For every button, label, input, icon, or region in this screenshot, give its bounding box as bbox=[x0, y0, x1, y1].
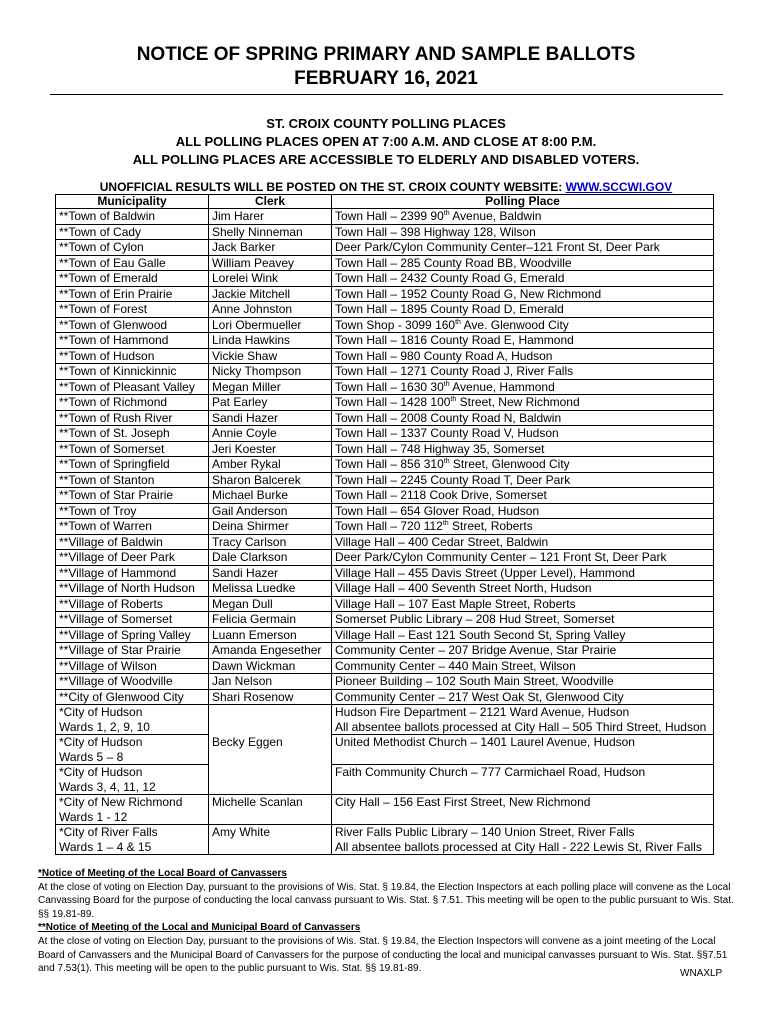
municipality-cell: *City of New Richmond bbox=[56, 795, 209, 810]
polling-hours: ALL POLLING PLACES OPEN AT 7:00 A.M. AND CLOSE AT 8:00 P.M. bbox=[175, 134, 597, 149]
municipality-cell: **Village of Star Prairie bbox=[56, 643, 209, 659]
polling-place-text: Town Hall – 1952 County Road G, New Richmond bbox=[335, 286, 602, 301]
clerk-cell bbox=[209, 780, 332, 795]
municipality-cell: **Town of Emerald bbox=[56, 271, 209, 287]
table-row bbox=[56, 705, 714, 720]
table-row bbox=[56, 426, 714, 442]
municipality-cell: **Town of Warren bbox=[56, 519, 209, 535]
polling-place-cell bbox=[332, 348, 714, 364]
accessibility-statement: ALL POLLING PLACES ARE ACCESSIBLE TO ELDERLY AND DISABLED VOTERS. bbox=[132, 152, 640, 167]
municipality-cell: **Town of Stanton bbox=[56, 472, 209, 488]
table-row bbox=[56, 534, 714, 550]
ordinal-suffix: th bbox=[443, 380, 450, 388]
polling-place-text: Deer Park/Cylon Community Center – 121 Front St, Deer Park bbox=[335, 550, 667, 564]
polling-place-cell: All absentee ballots processed at City Hall - 222 Lewis St, River Falls bbox=[332, 840, 714, 855]
table-row bbox=[56, 364, 714, 380]
clerk-cell: Linda Hawkins bbox=[209, 333, 332, 349]
polling-place-cell bbox=[332, 488, 714, 504]
clerk-cell: Jack Barker bbox=[209, 240, 332, 256]
polling-place-text: Somerset Public Library – 208 Hud Street, Somerset bbox=[335, 612, 615, 626]
municipality-cell: *City of Hudson bbox=[56, 705, 209, 720]
polling-place-text: Town Hall – 2118 Cook Drive, Somerset bbox=[335, 488, 547, 502]
municipality-cell: Wards 1 - 12 bbox=[56, 810, 209, 825]
clerk-cell: Anne Johnston bbox=[209, 302, 332, 318]
clerk-cell: Lorelei Wink bbox=[209, 271, 332, 287]
polling-place-text: Town Hall – 980 County Road A, Hudson bbox=[335, 348, 553, 363]
clerk-cell: Megan Dull bbox=[209, 596, 332, 612]
title-divider bbox=[50, 94, 723, 95]
polling-place-text-rest: Street, New Richmond bbox=[456, 395, 580, 409]
municipality-cell: *City of Hudson bbox=[56, 765, 209, 780]
table-row bbox=[56, 689, 714, 705]
municipality-header: Municipality bbox=[56, 195, 209, 209]
ordinal-suffix: th bbox=[442, 520, 449, 527]
clerk-cell: Becky Eggen bbox=[209, 735, 332, 750]
polling-place-text: Town Hall – 1271 County Road J, River Falls bbox=[335, 364, 574, 378]
clerk-header: Clerk bbox=[209, 195, 332, 209]
polling-place-text-rest: Ave. Glenwood City bbox=[460, 317, 569, 332]
clerk-cell: Jeri Koester bbox=[209, 441, 332, 457]
table-row bbox=[56, 410, 714, 426]
municipality-cell: **Village of Roberts bbox=[56, 596, 209, 612]
table-row bbox=[56, 565, 714, 581]
municipality-cell: Wards 1 – 4 & 15 bbox=[56, 840, 209, 855]
table-row bbox=[56, 658, 714, 674]
publication-code: WNAXLP bbox=[680, 968, 723, 979]
table-row bbox=[56, 379, 714, 395]
polling-place-text-rest: Avenue, Baldwin bbox=[449, 209, 542, 223]
municipality-cell: *City of River Falls bbox=[56, 825, 209, 840]
table-row bbox=[56, 441, 714, 457]
municipality-cell: **Town of Star Prairie bbox=[56, 488, 209, 504]
clerk-cell bbox=[209, 720, 332, 735]
table-row bbox=[56, 286, 714, 302]
clerk-cell bbox=[209, 840, 332, 855]
polling-place-cell bbox=[332, 550, 714, 566]
polling-place-cell bbox=[332, 240, 714, 256]
clerk-cell: Tracy Carlson bbox=[209, 534, 332, 550]
table-row bbox=[56, 674, 714, 690]
clerk-cell: Sharon Balcerek bbox=[209, 472, 332, 488]
polling-place-cell bbox=[332, 534, 714, 550]
polling-place-text-rest: Avenue, Hammond bbox=[449, 379, 555, 394]
municipality-cell: **Town of Richmond bbox=[56, 395, 209, 411]
county-website-link[interactable]: WWW.SCCWI.GOV bbox=[565, 180, 673, 194]
table-row bbox=[56, 765, 714, 780]
clerk-cell: Dale Clarkson bbox=[209, 550, 332, 566]
ordinal-suffix: th bbox=[443, 458, 450, 465]
polling-place-cell bbox=[332, 333, 714, 349]
municipality-cell: **Town of Troy bbox=[56, 503, 209, 519]
ordinal-suffix: th bbox=[455, 318, 461, 326]
table-row bbox=[56, 643, 714, 659]
clerk-cell: William Peavey bbox=[209, 255, 332, 271]
results-text: UNOFFICIAL RESULTS WILL BE POSTED ON THE ST. CROIX COUNTY WEBSITE: bbox=[99, 180, 566, 194]
clerk-cell: Megan Miller bbox=[209, 379, 332, 395]
municipality-cell: **Town of Cylon bbox=[56, 240, 209, 256]
clerk-cell: Luann Emerson bbox=[209, 627, 332, 643]
table-row bbox=[56, 209, 714, 225]
municipality-cell: **Village of Baldwin bbox=[56, 534, 209, 550]
city-rows bbox=[56, 705, 714, 855]
polling-place-cell bbox=[332, 302, 714, 318]
table-row bbox=[56, 550, 714, 566]
polling-place-text: Community Center – 440 Main Street, Wilson bbox=[335, 658, 576, 673]
municipality-cell: **Village of Hammond bbox=[56, 565, 209, 581]
polling-place-text: Pioneer Building – 102 South Main Street, Woodville bbox=[335, 674, 614, 688]
polling-place-cell: United Methodist Church – 1401 Laurel Avenue, Hudson bbox=[332, 735, 714, 750]
table-row bbox=[56, 224, 714, 240]
municipality-cell: **Town of Pleasant Valley bbox=[56, 379, 209, 395]
municipality-cell: Wards 3, 4, 11, 12 bbox=[56, 780, 209, 795]
clerk-cell: Sandi Hazer bbox=[209, 410, 332, 426]
polling-place-cell: City Hall – 156 East First Street, New Richmond bbox=[332, 795, 714, 810]
table-row bbox=[56, 581, 714, 597]
clerk-cell bbox=[209, 705, 332, 720]
table-row bbox=[56, 825, 714, 840]
municipality-cell: **Town of Erin Prairie bbox=[56, 286, 209, 302]
municipality-cell: **Town of Somerset bbox=[56, 441, 209, 457]
polling-place-text-rest: Street, Roberts bbox=[448, 519, 533, 533]
table-row bbox=[56, 750, 714, 765]
polling-place-cell bbox=[332, 780, 714, 795]
notice-date: FEBRUARY 16, 2021 bbox=[294, 68, 478, 89]
municipality-cell: **Town of Baldwin bbox=[56, 209, 209, 225]
polling-place-cell: Faith Community Church – 777 Carmichael Road, Hudson bbox=[332, 765, 714, 780]
polling-place-cell bbox=[332, 317, 714, 333]
polling-place-text: Town Hall – 1337 County Road V, Hudson bbox=[335, 426, 559, 440]
municipality-cell: **Village of Somerset bbox=[56, 612, 209, 628]
table-row bbox=[56, 810, 714, 825]
polling-place-text: Village Hall – 400 Seventh Street North, Hudson bbox=[335, 581, 592, 595]
polling-place-cell bbox=[332, 410, 714, 426]
polling-place-text: Town Hall – 2399 90 bbox=[335, 209, 444, 223]
table-row bbox=[56, 503, 714, 519]
clerk-cell: Shari Rosenow bbox=[209, 689, 332, 705]
table-row bbox=[56, 519, 714, 535]
local-board-notice-text: At the close of voting on Election Day, pursuant to the provisions of Wis. Stat. § 19.84, the Election Inspectors at each polling place will convene as the Local Canvassing Board for the purpose of conducting the local canvass pursuant to Wis. Stat. § 7.51. This meeting will be open to the public pursuant to Wis. Stat. §§ 19.81-89. bbox=[38, 881, 734, 920]
polling-place-cell bbox=[332, 472, 714, 488]
polling-place-text: Town Hall – 398 Highway 128, Wilson bbox=[335, 224, 536, 239]
municipality-cell: **Town of St. Joseph bbox=[56, 426, 209, 442]
table-row bbox=[56, 271, 714, 287]
table-row bbox=[56, 255, 714, 271]
polling-place-cell bbox=[332, 395, 714, 411]
polling-place-cell bbox=[332, 271, 714, 287]
table-row bbox=[56, 472, 714, 488]
polling-place-text: Town Hall – 2432 County Road G, Emerald bbox=[335, 271, 565, 285]
clerk-cell: Deina Shirmer bbox=[209, 519, 332, 535]
clerk-cell: Michelle Scanlan bbox=[209, 795, 332, 810]
municipal-board-notice-heading: **Notice of Meeting of the Local and Municipal Board of Canvassers bbox=[38, 922, 361, 934]
table-row bbox=[56, 317, 714, 333]
polling-place-cell bbox=[332, 643, 714, 659]
polling-place-text: Village Hall – 455 Davis Street (Upper Level), Hammond bbox=[335, 565, 635, 580]
polling-place-cell bbox=[332, 810, 714, 825]
polling-place-cell bbox=[332, 379, 714, 395]
polling-place-cell bbox=[332, 581, 714, 597]
polling-place-text: Town Hall – 1428 100 bbox=[335, 395, 451, 409]
polling-place-text: Community Center – 207 Bridge Avenue, Star Prairie bbox=[335, 643, 617, 657]
clerk-cell: Felicia Germain bbox=[209, 612, 332, 628]
polling-place-cell bbox=[332, 689, 714, 705]
polling-place-cell bbox=[332, 658, 714, 674]
clerk-cell: Annie Coyle bbox=[209, 426, 332, 442]
polling-place-text: Town Hall – 285 County Road BB, Woodville bbox=[335, 255, 572, 270]
table-row bbox=[56, 240, 714, 256]
clerk-cell: Jackie Mitchell bbox=[209, 286, 332, 302]
polling-place-text: Town Hall – 1816 County Road E, Hammond bbox=[335, 333, 574, 347]
table-row bbox=[56, 348, 714, 364]
clerk-cell: Vickie Shaw bbox=[209, 348, 332, 364]
polling-place-cell: All absentee ballots processed at City Hall – 505 Third Street, Hudson bbox=[332, 720, 714, 735]
polling-place-cell bbox=[332, 627, 714, 643]
clerk-cell: Jan Nelson bbox=[209, 674, 332, 690]
table-row bbox=[56, 302, 714, 318]
local-board-notice-heading: *Notice of Meeting of the Local Board of Canvassers bbox=[38, 868, 287, 879]
polling-place-text: Town Hall – 1630 30 bbox=[335, 379, 444, 394]
table-row bbox=[56, 840, 714, 855]
polling-place-cell bbox=[332, 255, 714, 271]
polling-place-text: Town Hall – 1895 County Road D, Emerald bbox=[335, 302, 564, 316]
polling-place-cell bbox=[332, 674, 714, 690]
clerk-cell: Shelly Ninneman bbox=[209, 224, 332, 240]
municipality-cell: **Village of Wilson bbox=[56, 658, 209, 674]
table-row bbox=[56, 488, 714, 504]
clerk-cell: Amy White bbox=[209, 825, 332, 840]
polling-places-heading: ST. CROIX COUNTY POLLING PLACES bbox=[266, 116, 506, 131]
polling-place-cell bbox=[332, 209, 714, 225]
clerk-cell bbox=[209, 765, 332, 780]
polling-place-cell bbox=[332, 441, 714, 457]
clerk-cell: Michael Burke bbox=[209, 488, 332, 504]
polling-place-text: Village Hall – 107 East Maple Street, Roberts bbox=[335, 596, 576, 611]
municipality-cell: Wards 1, 2, 9, 10 bbox=[56, 720, 209, 735]
clerk-cell bbox=[209, 810, 332, 825]
canvass-notices bbox=[38, 867, 738, 976]
municipality-cell: **Town of Springfield bbox=[56, 457, 209, 473]
table-row bbox=[56, 627, 714, 643]
table-row bbox=[56, 612, 714, 628]
clerk-cell: Lori Obermueller bbox=[209, 317, 332, 333]
polling-place-text: Town Hall – 748 Highway 35, Somerset bbox=[335, 441, 545, 456]
polling-place-text: Village Hall – East 121 South Second St, Spring Valley bbox=[335, 627, 626, 642]
polling-place-cell bbox=[332, 364, 714, 380]
polling-place-header: Polling Place bbox=[332, 195, 714, 209]
municipal-board-notice-text: At the close of voting on Election Day, pursuant to the provisions of Wis. Stat. § 19.84, the Election Inspectors will convene as a joint meeting of the Local Board of Canvassers and the Municipal Board of Canvassers for the purpose of conducting the local and municipal canvasses pursuant to Wis. Stat. §§7.51 and 7.53(1). This meeting will be open to the public pursuant to Wis. Stat. §§ 19.81-89. bbox=[38, 935, 728, 975]
clerk-cell: Dawn Wickman bbox=[209, 658, 332, 674]
municipality-cell: **Town of Cady bbox=[56, 224, 209, 240]
clerk-cell: Pat Earley bbox=[209, 395, 332, 411]
polling-place-cell bbox=[332, 286, 714, 302]
clerk-cell: Melissa Luedke bbox=[209, 581, 332, 597]
ordinal-suffix: th bbox=[450, 396, 457, 403]
table-body bbox=[56, 209, 714, 705]
table-row bbox=[56, 720, 714, 735]
polling-place-text: Deer Park/Cylon Community Center–121 Front St, Deer Park bbox=[335, 240, 660, 254]
municipality-cell: **Town of Hudson bbox=[56, 348, 209, 364]
municipality-cell: **Town of Rush River bbox=[56, 410, 209, 426]
municipality-cell: **Village of Woodville bbox=[56, 674, 209, 690]
municipality-cell: Wards 5 – 8 bbox=[56, 750, 209, 765]
polling-place-text: Town Hall – 2008 County Road N, Baldwin bbox=[335, 410, 562, 425]
table-row bbox=[56, 596, 714, 612]
polling-places-table bbox=[55, 194, 714, 855]
polling-place-text: Town Shop - 3099 160 bbox=[335, 317, 456, 332]
ordinal-suffix: th bbox=[443, 210, 450, 217]
table-row bbox=[56, 780, 714, 795]
table-row bbox=[56, 735, 714, 750]
polling-place-cell bbox=[332, 750, 714, 765]
table-row bbox=[56, 333, 714, 349]
polling-place-cell: River Falls Public Library – 140 Union Street, River Falls bbox=[332, 825, 714, 840]
clerk-cell bbox=[209, 750, 332, 765]
municipality-cell: **Town of Glenwood bbox=[56, 317, 209, 333]
table-row bbox=[56, 457, 714, 473]
polling-place-text: Town Hall – 720 112 bbox=[335, 519, 443, 533]
table-header-row bbox=[56, 195, 714, 209]
municipality-cell: **Town of Eau Galle bbox=[56, 255, 209, 271]
polling-place-text: Town Hall – 2245 County Road T, Deer Park bbox=[335, 472, 571, 487]
clerk-cell: Gail Anderson bbox=[209, 503, 332, 519]
municipality-cell: **Village of North Hudson bbox=[56, 581, 209, 597]
polling-place-cell bbox=[332, 519, 714, 535]
clerk-cell: Amber Rykal bbox=[209, 457, 332, 473]
municipality-cell: **Village of Deer Park bbox=[56, 550, 209, 566]
polling-place-cell bbox=[332, 596, 714, 612]
table-row bbox=[56, 395, 714, 411]
municipality-cell: **City of Glenwood City bbox=[56, 689, 209, 705]
clerk-cell: Sandi Hazer bbox=[209, 565, 332, 581]
notice-title: NOTICE OF SPRING PRIMARY AND SAMPLE BALLOTS bbox=[136, 44, 636, 65]
polling-place-cell bbox=[332, 612, 714, 628]
clerk-cell: Amanda Engesether bbox=[209, 643, 332, 659]
table-row bbox=[56, 795, 714, 810]
polling-place-cell: Hudson Fire Department – 2121 Ward Avenue, Hudson bbox=[332, 705, 714, 720]
municipality-cell: **Town of Hammond bbox=[56, 333, 209, 349]
polling-place-text: Village Hall – 400 Cedar Street, Baldwin bbox=[335, 534, 549, 549]
municipality-cell: *City of Hudson bbox=[56, 735, 209, 750]
clerk-cell: Nicky Thompson bbox=[209, 364, 332, 380]
municipality-cell: **Town of Forest bbox=[56, 302, 209, 318]
polling-place-text: Town Hall – 856 310 bbox=[335, 457, 444, 471]
polling-place-text: Community Center – 217 West Oak St, Glenwood City bbox=[335, 689, 624, 704]
polling-place-cell bbox=[332, 457, 714, 473]
polling-place-cell bbox=[332, 224, 714, 240]
polling-place-cell bbox=[332, 503, 714, 519]
polling-place-text-rest: Street, Glenwood City bbox=[449, 457, 570, 471]
polling-place-cell bbox=[332, 426, 714, 442]
municipality-cell: **Village of Spring Valley bbox=[56, 627, 209, 643]
municipality-cell: **Town of Kinnickinnic bbox=[56, 364, 209, 380]
polling-place-cell bbox=[332, 565, 714, 581]
polling-place-text: Town Hall – 654 Glover Road, Hudson bbox=[335, 503, 540, 518]
clerk-cell: Jim Harer bbox=[209, 209, 332, 225]
